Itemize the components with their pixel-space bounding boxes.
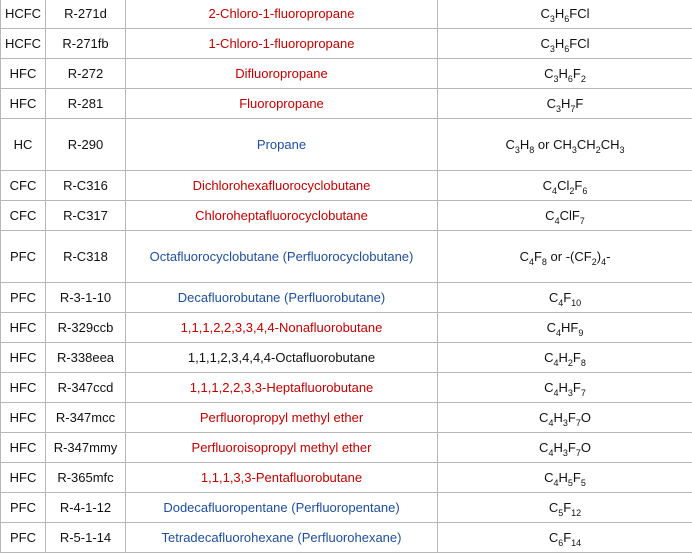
refrigerant-name-cell: 1,1,1,2,2,3,3-Heptafluorobutane [126,373,438,403]
refrigerant-type-cell: HFC [1,463,46,493]
formula-subscript: 8 [529,145,535,155]
formula-subscript: 8 [541,257,547,267]
formula-text: H [558,380,568,395]
refrigerant-type-cell: HCFC [1,0,46,29]
chemical-formula-cell [438,313,692,343]
refrigerant-type-cell: PFC [1,493,46,523]
formula-subscript: 4 [553,388,559,398]
formula-subscript: 6 [582,186,588,196]
formula-subscript: 12 [571,508,582,518]
refrigerant-code-cell: R-271fb [46,29,126,59]
formula-text: or -(CF [546,249,592,264]
formula-text: H [554,5,565,21]
formula-text: C [539,410,549,425]
chemical-formula-cell [438,0,692,29]
formula-text: C [519,249,529,264]
formula-text: H [553,440,563,455]
formula-text: C [545,208,555,223]
chemical-formula-cell [438,119,692,171]
formula-text: C [542,178,553,193]
table-row [1,433,692,463]
formula-text: H [561,96,571,111]
formula-text: F [567,410,576,425]
table-row [1,0,692,29]
formula-subscript: 7 [570,104,576,114]
formula-text: H [554,36,565,51]
refrigerant-name-cell: Tetradecafluorohexane (Perfluorohexane) [126,523,438,553]
formula-subscript: 4 [548,418,554,428]
chemical-formula-cell [438,59,692,89]
refrigerant-name-cell: Decafluorobutane (Perfluorobutane) [126,283,438,313]
formula-text: F [563,530,572,545]
table-row [1,231,692,283]
formula-subscript: 8 [580,358,586,368]
formula-text: C [548,290,559,305]
table-row [1,343,692,373]
formula-text: C [544,66,554,81]
formula-text: F [572,380,581,395]
chemical-formula-cell [438,201,692,231]
formula-text: H [558,350,568,365]
chemical-formula-cell [438,89,692,119]
formula-subscript: 4 [528,257,534,267]
refrigerant-name-cell: Perfluoropropyl methyl ether [126,403,438,433]
refrigerant-type-cell: HFC [1,403,46,433]
refrigerant-type-cell: PFC [1,283,46,313]
refrigerant-name-cell: Dodecafluoropentane (Perfluoropentane) [126,493,438,523]
table-row [1,463,692,493]
refrigerant-code-cell: R-365mfc [46,463,126,493]
refrigerant-table-body [1,0,692,553]
formula-subscript: 4 [554,216,560,226]
formula-subscript: 5 [580,478,586,488]
formula-subscript: 4 [553,478,559,488]
formula-text: F [572,350,581,365]
table-row [1,119,692,171]
formula-text: Cl [557,178,570,193]
refrigerant-code-cell: R-347ccd [46,373,126,403]
formula-text: C [540,36,550,51]
formula-subscript: 7 [580,388,586,398]
refrigerant-code-cell: R-C317 [46,201,126,231]
formula-text: FCl [569,5,590,21]
formula-subscript: 2 [569,186,575,196]
formula-text: F [567,440,576,455]
formula-text: C [546,320,556,335]
formula-subscript: 2 [567,358,573,368]
formula-subscript: 2 [595,145,601,155]
formula-text: H [558,66,568,81]
formula-subscript: 3 [567,388,573,398]
formula-subscript: 6 [558,538,564,548]
formula-text: H [519,137,530,152]
refrigerant-type-cell: PFC [1,231,46,283]
formula-subscript: 3 [556,104,562,114]
formula-subscript: 7 [579,216,585,226]
refrigerant-code-cell: R-C318 [46,231,126,283]
refrigerant-name-cell: Difluoropropane [126,59,438,89]
refrigerant-name-cell: 1-Chloro-1-fluoropropane [126,29,438,59]
formula-subscript: 3 [562,448,568,458]
formula-text: HF [561,320,579,335]
formula-subscript: 3 [562,418,568,428]
refrigerant-type-cell: PFC [1,523,46,553]
formula-subscript: 7 [575,448,581,458]
refrigerant-name-cell: Chloroheptafluorocyclobutane [126,201,438,231]
chemical-formula-cell [438,231,692,283]
table-row [1,523,692,553]
formula-subscript: 3 [571,145,577,155]
formula-subscript: 4 [548,448,554,458]
formula-subscript: 14 [571,538,582,548]
refrigerant-code-cell: R-4-1-12 [46,493,126,523]
refrigerant-name-cell: Octafluorocyclobutane (Perfluorocyclobutane) [126,231,438,283]
refrigerant-code-cell: R-281 [46,89,126,119]
formula-text: H [558,470,568,485]
refrigerant-code-cell: R-271d [46,0,126,29]
formula-text: O [580,410,591,425]
formula-subscript: 6 [564,44,570,54]
refrigerant-type-cell: HFC [1,89,46,119]
formula-subscript: 3 [549,13,555,24]
formula-text: ) [596,249,602,264]
formula-subscript: 3 [619,145,625,155]
refrigerant-type-cell: CFC [1,171,46,201]
table-row [1,283,692,313]
refrigerant-name-cell: 1,1,1,3,3-Pentafluorobutane [126,463,438,493]
formula-subscript: 4 [553,358,559,368]
refrigerant-code-cell: R-272 [46,59,126,89]
chemical-formula-cell [438,403,692,433]
formula-subscript: 4 [601,257,607,267]
formula-subscript: 6 [564,13,570,24]
refrigerant-type-cell: HC [1,119,46,171]
chemical-formula-cell [438,493,692,523]
formula-subscript: 7 [575,418,581,428]
table-row [1,89,692,119]
refrigerant-type-cell: HFC [1,343,46,373]
table-row [1,403,692,433]
refrigerant-name-cell: 1,1,1,2,3,4,4,4-Octafluorobutane [126,343,438,373]
refrigerant-name-cell: Dichlorohexafluorocyclobutane [126,171,438,201]
formula-text: or CH [534,137,572,152]
table-row [1,201,692,231]
refrigerant-name-cell: 2-Chloro-1-fluoropropane [126,0,438,29]
formula-text: C [546,96,556,111]
formula-subscript: 6 [567,74,573,84]
table-row [1,171,692,201]
chemical-formula-cell [438,29,692,59]
chemical-formula-cell [438,463,692,493]
formula-text: CH [576,137,596,152]
refrigerant-type-cell: HFC [1,373,46,403]
chemical-formula-cell [438,283,692,313]
refrigerant-code-cell: R-3-1-10 [46,283,126,313]
formula-subscript: 3 [514,145,520,155]
table-row [1,373,692,403]
refrigerant-type-cell: CFC [1,201,46,231]
chemical-formula-cell [438,523,692,553]
refrigerant-code-cell: R-5-1-14 [46,523,126,553]
formula-text: C [548,530,559,545]
chemical-formula-cell [438,171,692,201]
formula-subscript: 10 [571,298,582,308]
formula-text: F [563,290,572,305]
formula-text: ClF [559,208,580,223]
formula-text: F [533,249,542,264]
formula-text: F [572,470,581,485]
refrigerant-name-cell: Propane [126,119,438,171]
table-row [1,29,692,59]
refrigerant-code-cell: R-329ccb [46,313,126,343]
chemical-formula-cell [438,343,692,373]
formula-text: C [544,470,554,485]
formula-subscript: 4 [552,186,558,196]
chemical-formula-cell [438,433,692,463]
refrigerant-name-cell: Fluoropropane [126,89,438,119]
refrigerant-type-cell: HCFC [1,29,46,59]
refrigerant-code-cell: R-C316 [46,171,126,201]
refrigerant-type-cell: HFC [1,59,46,89]
formula-text: F [563,500,572,515]
formula-text: H [553,410,563,425]
table-row [1,313,692,343]
formula-subscript: 3 [549,44,555,54]
formula-text: CH [600,137,620,152]
formula-text: C [544,350,554,365]
formula-subscript: 2 [591,257,597,267]
refrigerant-name-cell: Perfluoroisopropyl methyl ether [126,433,438,463]
formula-subscript: 9 [578,328,584,338]
refrigerant-code-cell: R-347mmy [46,433,126,463]
formula-subscript: 5 [558,508,564,518]
formula-text: C [540,5,550,21]
formula-subscript: 4 [558,298,564,308]
formula-text: C [539,440,549,455]
formula-text: C [544,380,554,395]
formula-text: C [505,137,515,152]
refrigerant-code-cell: R-338eea [46,343,126,373]
formula-subscript: 2 [580,74,586,84]
table-row [1,493,692,523]
refrigerant-name-cell: 1,1,1,2,2,3,3,4,4-Nonafluorobutane [126,313,438,343]
refrigerant-code-cell: R-290 [46,119,126,171]
refrigerant-code-cell: R-347mcc [46,403,126,433]
formula-text: FCl [569,36,590,51]
formula-text: F [572,66,581,81]
formula-text: F [574,178,583,193]
formula-subscript: 4 [556,328,562,338]
formula-text: - [606,249,611,264]
refrigerant-type-cell: HFC [1,433,46,463]
formula-text: O [580,440,591,455]
chemical-formula-cell [438,373,692,403]
table-row [1,59,692,89]
refrigerant-type-cell: HFC [1,313,46,343]
formula-text: C [548,500,559,515]
formula-subscript: 3 [553,74,559,84]
formula-text: F [575,96,584,111]
formula-subscript: 5 [567,478,573,488]
